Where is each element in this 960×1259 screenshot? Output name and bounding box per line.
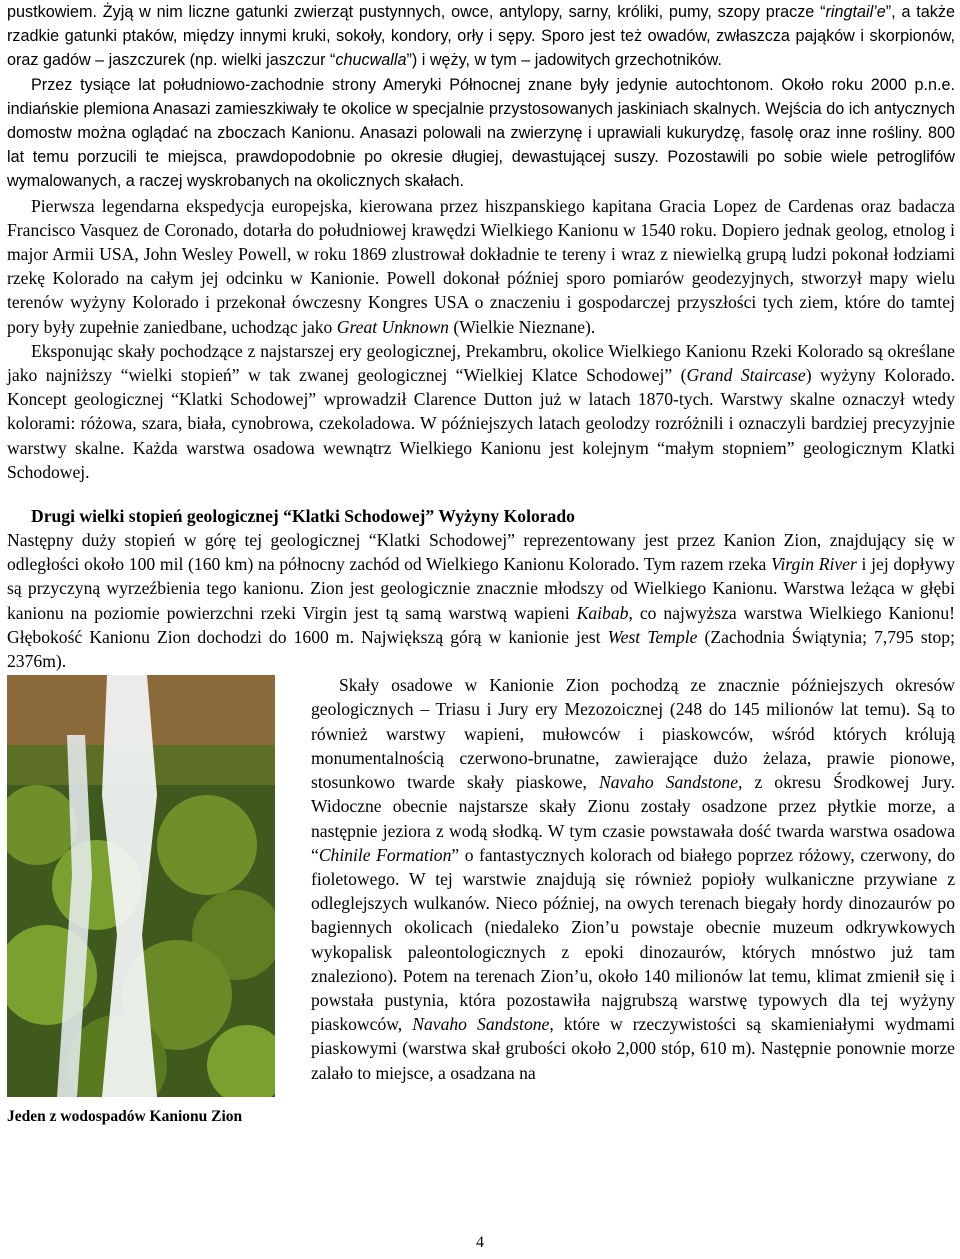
paragraph-expedition: Pierwsza legendarna ekspedycja europejska, kierowana przez hiszpanskiego kapitana Gracia Lopez de Cardenas oraz badacza Francisco Vasquez de Coronado, dotarła do południowej krawędzi Wielkiego Kanionu w 1540 roku. Dopiero jednak geolog, etnolog i major Armii USA, John Wesley Powell, w roku 1869 zlustrował dokładnie te tereny i wraz z niewielką grupą ludzi pokonał łodziami rzekę Kolorado na całym jej odcinku w Kanionie. Powell dokonał później sporo pomiarów geodezyjnych, stworzył mapy wielu terenów wyżyny Kolorado i przekonał ówczesny Kongres USA o znaczeniu i gospodarczej przyszłości tych ziem, które do tamtej pory były zupełnie zaniedbane, uchodząc jako Great Unknown (Wielkie Nieznane).: [7, 195, 955, 337]
paragraph-anasazi: Przez tysiące lat południowo-zachodnie strony Ameryki Północnej znane były jedynie autochtonom. Około roku 2000 p.n.e. indiańskie plemiona Anasazi zamieszkiwały te okolice w specjalnie przystosowanych jaskiniach skalnych. Wejścia do ich antycznych domostw można oglądać na zboczach Kanionu. Anasazi polowali na zwierzynę i uprawiali kukurydzę, fasolę oraz inne rośliny. 800 lat temu porzucili te miejsca, prawdopodobnie po okresie długiej, dewastującej suszy. Pozostawili po sobie wiele petroglifów wymalowanych, a raczej wyskrobanych na okolicznych skałach.: [7, 75, 955, 191]
figure: [7, 675, 303, 1130]
section-heading: Drugi wielki stopień geologicznej “Klatki Schodowej” Wyżyny Kolorado: [31, 506, 575, 527]
italic-term: Great Unknown: [336, 316, 449, 337]
waterfall-photo: [7, 675, 275, 1097]
italic-term: West Temple: [607, 626, 698, 647]
page-content: [7, 0, 955, 1130]
italic-term: Grand Staircase: [686, 365, 806, 386]
paragraph-staircase: Eksponując skały pochodzące z najstarszej ery geologicznej, Prekambru, okolice Wielkiego Kanionu Rzeki Kolorado są określane jako najniższy “wielki stopień” w tak zwanej geologicznej “Wielkiej Klatce Schodowej” (Grand Staircase) wyżyny Kolorado. Koncept geologicznej “Klatki Schodowej” wprowadził Clarence Dutton już w latach 1870-tych. Warstwy skalne oznaczył wtedy kolorami: różowa, szara, biała, cynobrowa, czekoladowa. W późniejszych latach geolodzy rozróżnili i oznaczyli bardziej precyzyjnie warstwy skalne. Każda warstwa osadowa wewnątrz Wielkiego Kanionu jest kolejnym “małym stopniem” geologicznym Klatki Schodowej.: [7, 340, 955, 482]
italic-term: Navaho Sandstone: [598, 772, 739, 793]
italic-term: Chinile Formation: [318, 844, 452, 865]
italic-term: Virgin River: [771, 554, 857, 575]
paragraph-zion-intro: Następny duży stopień w górę tej geologicznej “Klatki Schodowej” reprezentowany jest przez Kanion Zion, znajdujący się w odległości około 100 mil (160 km) na północny zachód od Wielkiego Kanionu Kolorado. Tym razem rzeka Virgin River i jej dopływy są przyczyną wyrzeźbienia tego kanionu. Zion jest geologicznie znacznie młodszy od Wielkiego Kanionu. Warstwa leżąca w głębi kanionu na poziomie powierzchni rzeki Virgin jest tą samą warstwą wapieni Kaibab, co najwyższa warstwa Wielkiego Kanionu! Głębokość Kanionu Zion dochodzi do 1600 m. Największą górą w kanionie jest West Temple (Zachodnia Świątynia; 7,795 stop; 2376m).: [7, 530, 955, 672]
paragraph-fauna: pustkowiem. Żyją w nim liczne gatunki zwierząt pustynnych, owce, antylopy, sarny, króliki, pumy, szopy pracze “ringtail’e”, a także rzadkie gatunki ptaków, między innymi kruki, sokoły, kondory, orły i sępy. Sporo jest też owadów, zwłaszcza pająków i skorpionów, oraz gadów – jaszczurek (np. wielki jaszczur “chucwalla”) i węży, w tym – jadowitych grzechotników.: [7, 3, 955, 70]
page-number: 4: [476, 1234, 484, 1251]
italic-term: Kaibab: [576, 602, 629, 623]
waterfall-image: [7, 675, 275, 1097]
italic-term: chucwalla: [335, 51, 407, 70]
italic-term: Navaho Sandstone: [412, 1014, 550, 1035]
italic-term: ringtail’e: [825, 3, 886, 21]
figure-caption: Jeden z wodospadów Kanionu Zion: [7, 1108, 243, 1126]
paragraph-zion-geology: Skały osadowe w Kanionie Zion pochodzą ze znacznie późniejszych okresów geologicznych – Triasu i Jury ery Mezozoicznej (248 do 145 milionów lat temu). Są to również warstwy wapieni, mułowców i piaskowców, wśród których królują monumentalnością czerwono-brunatne, zawierające dużo żelaza, prawie pionowe, stosunkowo twarde skały piaskowe, Navaho Sandstone, z okresu Środkowej Jury. Widoczne obecnie najstarsze skały Zionu zostały osadzone przez płytkie morze, a następnie jeziora z wodą słodką. W tym czasie powstawała dość twarda warstwa osadowa “Chinile Formation” o fantastycznych kolorach od białego poprzez różowy, czerwony, do fioletowego. W tej warstwie znajdują się również popioły wulkaniczne przywiane z odleglejszych wulkanów. Nieco później, na owych terenach biegały hordy dinozaurów po bagiennych okolicach (niedaleko Zion’u powstaje obecnie muzeum odkrywkowych wykopalisk paleontologicznych z epoki dinozaurów, których mnóstwo już tam znaleziono). Potem na terenach Zion’u, około 140 milionów lat temu, klimat zmienił się i powstała pustynia, która pozostawiła najgrubszą warstwę typowych dla tej wyżyny piaskowców, Navaho Sandstone, które w rzeczywistości są skamieniałymi wydmami piaskowymi (warstwa skał grubości około 2,000 stóp, 610 m). Następnie ponownie morze zalało to miejsce, a osadzana na: [311, 675, 956, 1083]
